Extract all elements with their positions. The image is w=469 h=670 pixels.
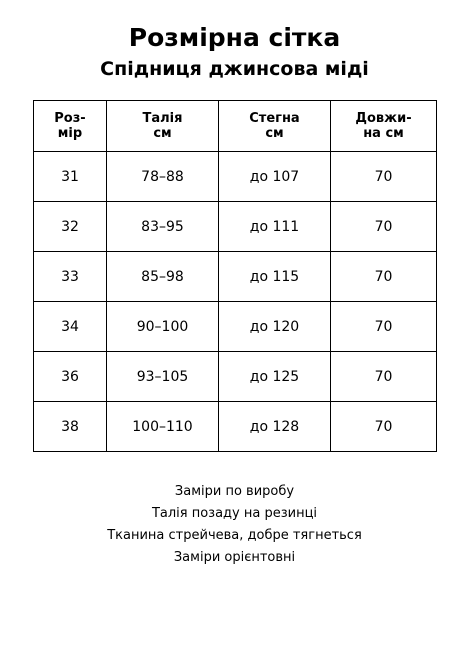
cell-hips: до 107 [219, 152, 331, 202]
header-waist-line-2: см [153, 126, 172, 141]
header-waist-line-1: Талія [142, 111, 183, 126]
header-length [331, 101, 437, 152]
note-line: Заміри орієнтовні [173, 550, 296, 565]
note-line: Талія позаду на резинці [151, 506, 318, 521]
cell-waist: 93–105 [107, 352, 219, 402]
cell-length: 70 [331, 202, 437, 252]
cell-size: 34 [34, 302, 107, 352]
cell-size: 32 [34, 202, 107, 252]
cell-hips: до 125 [219, 352, 331, 402]
note-line: Тканина стрейчева, добре тягнеться [107, 528, 362, 543]
cell-hips: до 111 [219, 202, 331, 252]
table-row [34, 152, 437, 202]
cell-waist: 78–88 [107, 152, 219, 202]
header-size-line-1: Роз- [54, 111, 86, 126]
cell-size: 33 [34, 252, 107, 302]
cell-waist: 100–110 [107, 402, 219, 452]
cell-length: 70 [331, 252, 437, 302]
table-row [34, 252, 437, 302]
table-row [34, 302, 437, 352]
table-row [34, 202, 437, 252]
table-row [34, 352, 437, 402]
header-length-line-2: на см [363, 126, 404, 141]
header-hips-line-1: Стегна [249, 111, 300, 126]
header-size-line-2: мір [57, 126, 83, 141]
cell-size: 31 [34, 152, 107, 202]
size-chart-table [33, 100, 437, 452]
cell-size: 36 [34, 352, 107, 402]
cell-length: 70 [331, 152, 437, 202]
page-title: Розмірна сітка [128, 23, 341, 52]
header-hips [219, 101, 331, 152]
note-line: Заміри по виробу [174, 484, 295, 499]
cell-size: 38 [34, 402, 107, 452]
cell-hips: до 120 [219, 302, 331, 352]
cell-hips: до 115 [219, 252, 331, 302]
page-subtitle: Спідниця джинсова міді [100, 58, 369, 80]
cell-hips: до 128 [219, 402, 331, 452]
table-header-row [34, 101, 437, 152]
cell-length: 70 [331, 302, 437, 352]
header-size [34, 101, 107, 152]
header-hips-line-2: см [265, 126, 284, 141]
header-waist [107, 101, 219, 152]
cell-waist: 90–100 [107, 302, 219, 352]
notes-block [0, 481, 469, 569]
cell-waist: 85–98 [107, 252, 219, 302]
cell-waist: 83–95 [107, 202, 219, 252]
header-length-line-1: Довжи- [355, 111, 412, 126]
table-row [34, 402, 437, 452]
cell-length: 70 [331, 352, 437, 402]
cell-length: 70 [331, 402, 437, 452]
